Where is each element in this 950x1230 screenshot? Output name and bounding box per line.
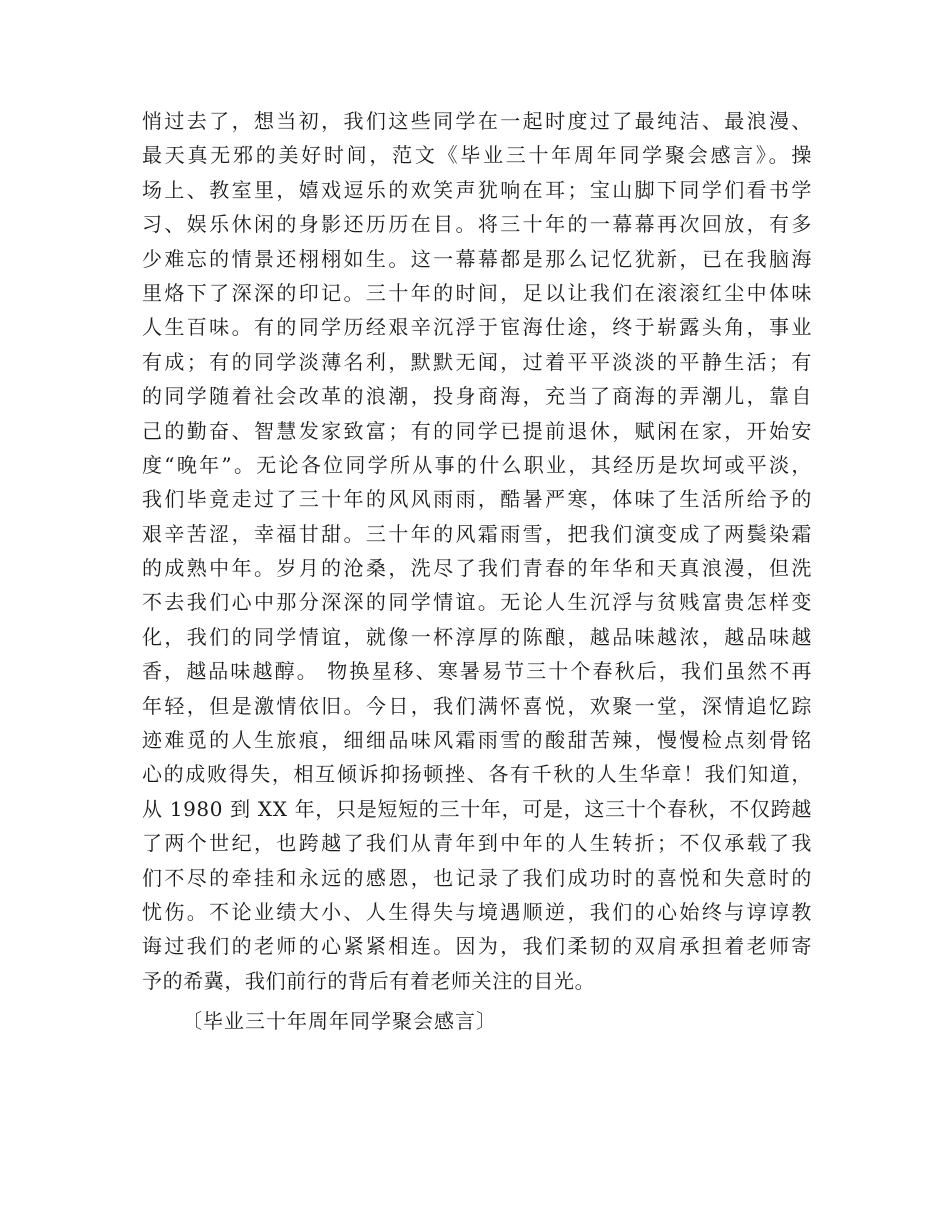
- text-line: 的成熟中年。岁月的沧桑，洗尽了我们青春的年华和天真浪漫，但洗: [142, 556, 812, 581]
- text-line: 度“晚年”。无论各位同学所从事的什么职业，其经历是坎坷或平淡，: [142, 452, 812, 477]
- text-line: 的同学随着社会改革的浪潮，投身商海，充当了商海的弄潮儿，靠自: [142, 384, 812, 409]
- text-line: 心的成败得失，相互倾诉抑扬顿挫、各有千秋的人生华章！我们知道，: [142, 762, 812, 787]
- text-line: 从 1980 到 XX 年，只是短短的三十年，可是，这三十个春秋，不仅跨越: [142, 796, 812, 821]
- text-line: 不去我们心中那分深深的同学情谊。无论人生沉浮与贫贱富贵怎样变: [142, 590, 812, 615]
- text-line: 予的希冀，我们前行的背后有着老师关注的目光。: [142, 968, 596, 993]
- text-line: 诲过我们的老师的心紧紧相连。因为，我们柔韧的双肩承担着老师寄: [142, 934, 812, 959]
- text-line: 迹难觅的人生旅痕，细细品味风霜雨雪的酸甜苦辣，慢慢检点刻骨铭: [142, 728, 812, 753]
- text-line: 最天真无邪的美好时间，范文《毕业三十年周年同学聚会感言》。操: [142, 143, 812, 168]
- text-line: 了两个世纪，也跨越了我们从青年到中年的人生转折；不仅承载了我: [142, 831, 812, 856]
- text-line: 我们毕竟走过了三十年的风风雨雨，酷暑严寒，体味了生活所给予的: [142, 487, 812, 512]
- text-line: 们不尽的牵挂和永远的感恩，也记录了我们成功时的喜悦和失意时的: [142, 865, 812, 890]
- text-line: 忧伤。不论业绩大小、人生得失与境遇顺逆，我们的心始终与谆谆教: [142, 899, 812, 924]
- text-line: 有成；有的同学淡薄名利，默默无闻，过着平平淡淡的平静生活；有: [142, 349, 812, 374]
- text-line: 习、娱乐休闲的身影还历历在目。将三十年的一幕幕再次回放，有多: [142, 212, 812, 237]
- text-line: 香，越品味越醇。 物换星移、寒暑易节三十个春秋后，我们虽然不再: [142, 659, 812, 684]
- text-line: 人生百味。有的同学历经艰辛沉浮于宦海仕途，终于崭露头角，事业: [142, 315, 812, 340]
- text-line: 化，我们的同学情谊，就像一杯淳厚的陈酿，越品味越浓，越品味越: [142, 624, 812, 649]
- text-line: 艰辛苦涩，幸福甘甜。三十年的风霜雨雪，把我们演变成了两鬓染霜: [142, 521, 812, 546]
- document-caption: 〔毕业三十年周年同学聚会感言〕: [182, 1009, 497, 1034]
- text-line: 少难忘的情景还栩栩如生。这一幕幕都是那么记忆犹新，已在我脑海: [142, 246, 812, 271]
- document-body: [142, 104, 812, 1039]
- text-line: 悄过去了，想当初，我们这些同学在一起时度过了最纯洁、最浪漫、: [142, 109, 812, 133]
- text-line: 年轻，但是激情依旧。今日，我们满怀喜悦，欢聚一堂，深情追忆踪: [142, 693, 812, 718]
- text-line: 里烙下了深深的印记。三十年的时间，足以让我们在滚滚红尘中体味: [142, 280, 812, 305]
- text-line: 场上、教室里，嬉戏逗乐的欢笑声犹响在耳；宝山脚下同学们看书学: [142, 177, 812, 202]
- text-line: 己的勤奋、智慧发家致富；有的同学已提前退休，赋闲在家，开始安: [142, 418, 812, 443]
